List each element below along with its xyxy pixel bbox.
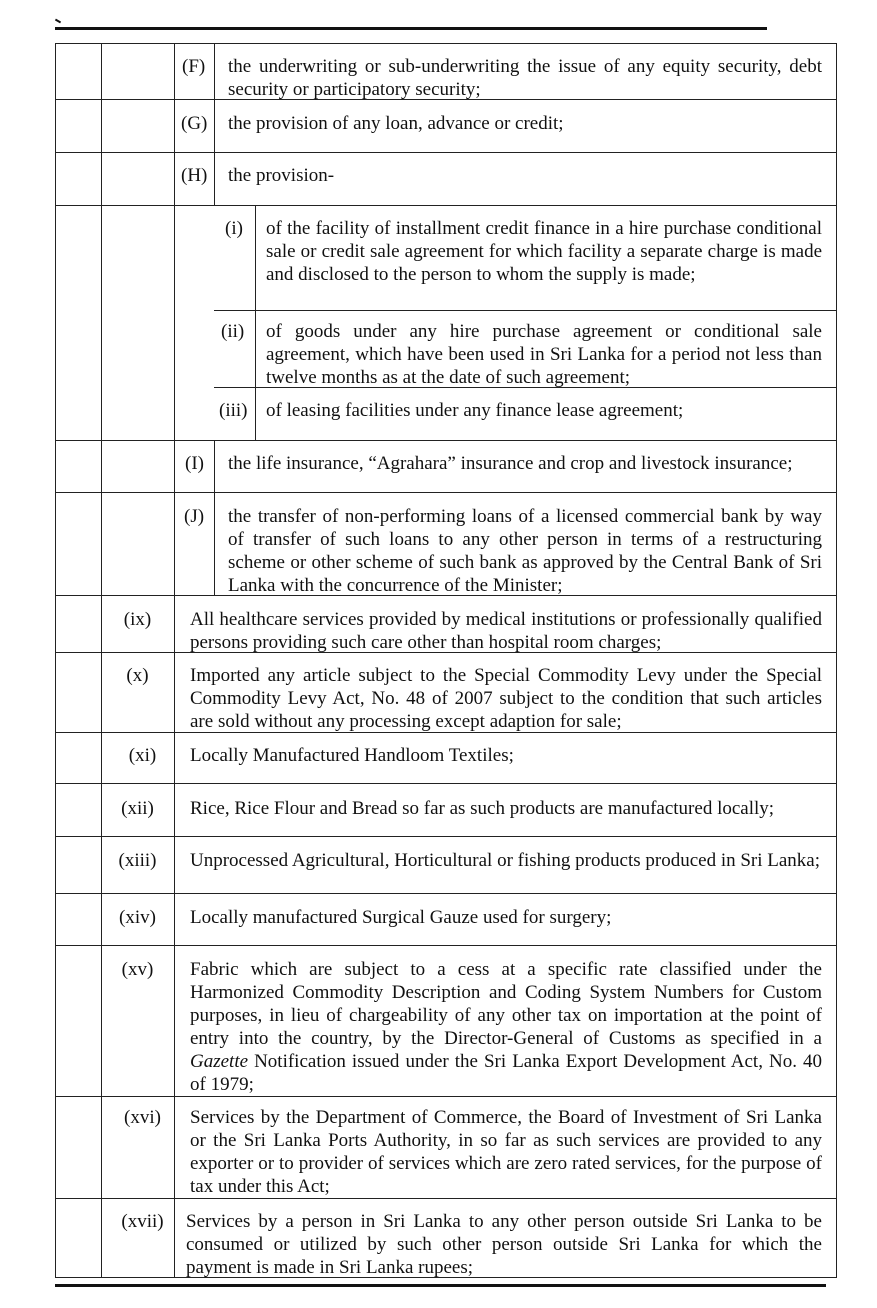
column-divider-3a xyxy=(214,43,215,205)
section-text: Locally Manufactured Handloom Textiles; xyxy=(190,745,514,766)
column-divider-2 xyxy=(174,43,175,595)
item-label: (H) xyxy=(181,165,208,186)
item-text: the underwriting or sub-underwriting the issue of any equity security, debt security or participatory security; xyxy=(228,56,822,100)
section-text: All healthcare services provided by medical institutions or professionally qualified persons providing such care other than hospital room charges; xyxy=(190,609,822,653)
column-divider-1 xyxy=(101,43,102,1278)
row-line xyxy=(55,152,837,153)
section-text: Fabric which are subject to a cess at a specific rate classified under the Harmonized Commodity Description and Coding System Numbers for Custom purposes, in lieu of chargeability of any other tax on importation at the point of entry into the country, by the Director-General of Customs as specified in a Gazette Notification issued under the Sri Lanka Export Development Act, No. 40 of 1979; xyxy=(190,959,822,1095)
row-line xyxy=(55,43,837,44)
section-number: (xiii) xyxy=(118,850,157,871)
section-number: (xii) xyxy=(121,798,154,819)
subitem-text: of the facility of installment credit finance in a hire purchase conditional sale or credit sale agreement for which facility a separate charge is made and disclosed to the person to whom the supply is made; xyxy=(266,218,822,285)
row-line xyxy=(55,893,837,894)
row-line xyxy=(55,836,837,837)
item-label: (I) xyxy=(185,453,204,474)
section-text: Services by a person in Sri Lanka to any other person outside Sri Lanka to be consumed or utilized by such other person outside Sri Lanka for which the payment is made in Sri Lanka rupees; xyxy=(186,1211,822,1278)
footer-rule xyxy=(55,1284,826,1287)
subitem-text: of leasing facilities under any finance lease agreement; xyxy=(266,400,684,421)
section-number: (xiv) xyxy=(119,907,156,928)
item-text: the transfer of non-performing loans of a licensed commercial bank by way of transfer of such loans to any other person in terms of a restructuring scheme or other scheme of such bank as approved by the Central Bank of Sri Lanka with the concurrence of the Minister; xyxy=(228,506,822,596)
section-text: Services by the Department of Commerce, the Board of Investment of Sri Lanka or the Sri Lanka Ports Authority, in so far as such services are provided to any exporter or to provider of services which are zero rated services, for the purpose of tax under this Act; xyxy=(190,1107,822,1197)
row-line xyxy=(55,1096,837,1097)
item-label: (F) xyxy=(182,56,206,77)
section-number: (x) xyxy=(126,665,149,686)
section-text: Imported any article subject to the Special Commodity Levy under the Special Commodity Levy Act, No. 48 of 2007 subject to the condition that such articles are sold without any processing except adaption for sale; xyxy=(190,665,822,732)
row-line xyxy=(55,205,837,206)
subitem-label: (ii) xyxy=(221,321,245,342)
gazette-italic: Gazette xyxy=(190,1051,249,1072)
item-text: the provision- xyxy=(228,165,335,186)
section-number: (xvi) xyxy=(124,1107,161,1128)
item-text: the life insurance, “Agrahara” insurance and crop and livestock insurance; xyxy=(228,453,793,474)
section-number: (ix) xyxy=(123,609,152,630)
column-divider-5 xyxy=(174,595,175,1278)
section-number: (xv) xyxy=(121,959,154,980)
section-number: (xvii) xyxy=(121,1211,164,1232)
item-label: (J) xyxy=(184,506,205,527)
item-label: (G) xyxy=(181,113,208,134)
section-text: Unprocessed Agricultural, Horticultural or fishing products produced in Sri Lanka; xyxy=(190,850,821,871)
row-line xyxy=(214,310,837,311)
subitem-label: (iii) xyxy=(219,400,248,421)
item-text: the provision of any loan, advance or credit; xyxy=(228,113,564,134)
section-text: Locally manufactured Surgical Gauze used for surgery; xyxy=(190,907,612,928)
column-divider-4 xyxy=(255,205,256,440)
row-line xyxy=(55,440,837,441)
section-text: Rice, Rice Flour and Bread so far as such products are manufactured locally; xyxy=(190,798,775,819)
subitem-label: (i) xyxy=(225,218,243,239)
table-border-right xyxy=(836,43,837,1278)
section-number: (xi) xyxy=(128,745,157,766)
row-line xyxy=(55,492,837,493)
column-divider-3b xyxy=(214,440,215,595)
row-line xyxy=(55,1198,837,1199)
row-line xyxy=(55,783,837,784)
row-line xyxy=(55,945,837,946)
table-border-left xyxy=(55,43,56,1278)
subitem-text: of goods under any hire purchase agreement or conditional sale agreement, which have been used in Sri Lanka for a period not less than twelve months as at the date of such agreement; xyxy=(266,321,822,388)
